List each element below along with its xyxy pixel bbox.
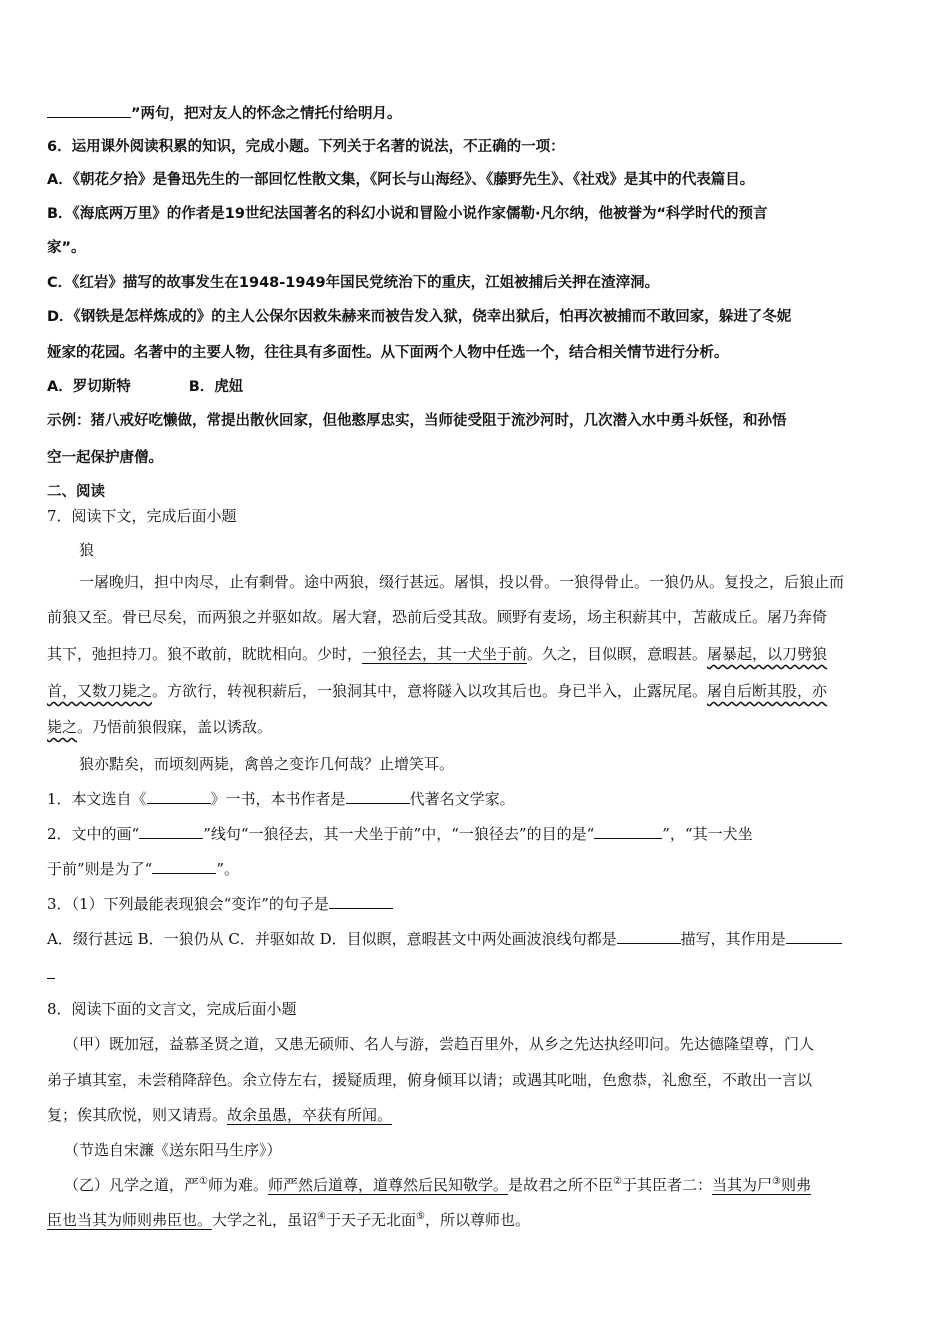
question-7-sub-1: 1．本文选自《 》一书，本书作者是 代著名文学家。 (47, 790, 515, 808)
wavy-underlined-sentence: 屠暴起，以刀劈狼 (707, 645, 828, 663)
question-6-option-a: A．《朝花夕拾》是鲁迅先生的一部回忆性散文集，《阿长与山海经》、《藤野先生》、《社戏》是其中的代表篇目。 (47, 172, 755, 188)
question-7-sub-3: 3．（1）下列最能表现狼会“变诈”的句子是 (47, 893, 906, 915)
answer-blank[interactable] (147, 788, 211, 804)
passage-line: 狼亦黠矣，而顷刻两毙，禽兽之变诈几何哉？止增笑耳。 (79, 755, 455, 773)
question-7-sub-3-blank-cont (47, 963, 906, 985)
example-answer-line2: 空一起保护唐僧。 (47, 450, 163, 466)
question-7-sub-3-options: A．缀行甚远 B．一狼仍从 C．并驱如故 D．目似瞑，意暇甚文中两处画波浪线句都是 描写，其作用是 (47, 928, 906, 950)
answer-blank[interactable] (139, 823, 203, 839)
answer-blank[interactable] (617, 928, 681, 944)
answer-blank[interactable] (47, 102, 131, 118)
footnote-marker: ⑤ (416, 1211, 425, 1222)
passage-jia-line: 复；俟其欣悦，则又请焉。故余虽愚，卒获有所闻。 (47, 1106, 393, 1124)
question-6-option-d-line1: D．《钢铁是怎样炼成的》的主人公保尔因救朱赫来而被告发入狱，侥幸出狱后，怕再次被捕而不敢回家，躲进了冬妮 (47, 309, 792, 325)
question-6-option-c: C．《红岩》描写的故事发生在1948-1949年国民党统治下的重庆，江姐被捕后关押在渣滓洞。 (47, 275, 660, 291)
footnote-marker: ③ (772, 1176, 781, 1187)
question-6-option-d-line2: 娅家的花园。名著中的主要人物，往往具有多面性。从下面两个人物中任选一个，结合相关情节进行分析。 (47, 345, 729, 361)
example-answer-line1: 示例：猪八戒好吃懒做，常提出散伙回家，但他憨厚忠实，当师徒受阻于流沙河时，几次潜入水中勇斗妖怪，和孙悟 (47, 413, 787, 429)
passage-yi-line: （乙）凡学之道，严①师为难。师严然后道尊，道尊然后民知敬学。是故君之所不臣②于其臣者二：当其为尸③则弗 (64, 1176, 812, 1194)
poem-line-ending: ”两句，把对友人的怀念之情托付给明月。 (47, 102, 906, 125)
character-option-b: B．虎妞 (188, 379, 244, 395)
footnote-marker: ① (199, 1176, 208, 1187)
passage-line: 其下，弛担持刀。狼不敢前，眈眈相向。少时，一狼径去，其一犬坐于前。久之，目似瞑，意暇甚。屠暴起，以刀劈狼 (47, 645, 828, 663)
question-6-stem: 6．运用课外阅读积累的知识，完成小题。下列关于名著的说法，不正确的一项： (47, 139, 565, 155)
question-7-sub-2-line1: 2．文中的画“ ”线句“一狼径去，其一犬坐于前”中，“一狼径去”的目的是“ ”，“其一犬坐 (47, 825, 753, 843)
passage-jia-source: （节选自宋濂《送东阳马生序》） (64, 1141, 282, 1159)
answer-blank[interactable] (594, 823, 662, 839)
wavy-underlined-sentence: 毙之 (47, 718, 78, 736)
answer-blank[interactable] (786, 928, 842, 944)
footnote-marker: ② (613, 1176, 622, 1187)
character-option-a: A．罗切斯特 (47, 379, 131, 395)
passage-line: 一屠晚归，担中肉尽，止有剩骨。途中两狼，缀行甚远。屠惧，投以骨。一狼得骨止。一狼仍从。复投之，后狼止而 (79, 573, 845, 591)
passage-yi-line: 臣也当其为师则弗臣也。大学之礼，虽诏④于天子无北面⑤，所以尊师也。 (47, 1211, 530, 1229)
underlined-sentence: 故余虽愚，卒获有所闻。 (227, 1106, 393, 1124)
passage-line: 首，又数刀毙之。方欲行，转视积薪后，一狼洞其中，意将隧入以攻其后也。身已半入，止露尻尾。屠自后断其股，亦 (47, 682, 828, 700)
wavy-underlined-sentence: 屠自后断其股，亦 (707, 682, 828, 700)
passage-jia-line: 弟子填其室，未尝稍降辞色。余立侍左右，援疑质理，俯身倾耳以请；或遇其叱咄，色愈恭，礼愈至，不敢出一言以 (47, 1071, 813, 1089)
underlined-sentence: 师严然后道尊，道尊然后民知敬学。 (268, 1176, 509, 1194)
answer-blank[interactable] (329, 893, 393, 909)
passage-line: 毙之。乃悟前狼假寐，盖以诱敌。 (47, 718, 273, 736)
answer-blank[interactable] (346, 788, 410, 804)
answer-blank[interactable] (152, 858, 216, 874)
question-6-option-b-line2: 家”。 (47, 240, 86, 256)
passage-jia-line: （甲）既加冠，益慕圣贤之道，又患无硕师、名人与游，尝趋百里外，从乡之先达执经叩问。先达德隆望尊，门人 (64, 1035, 815, 1053)
question-6-option-b-line1: B．《海底两万里》的作者是19世纪法国著名的科幻小说和冒险小说作家儒勒·凡尔纳，他被誉为“科学时代的预言 (47, 206, 768, 222)
answer-blank[interactable] (47, 963, 55, 979)
underlined-sentence: 当其为尸③则弗 (712, 1176, 812, 1194)
question-7-sub-2-line2: 于前”则是为了“ ”。 (47, 860, 240, 878)
underlined-sentence: 臣也当其为师则弗臣也。 (47, 1211, 213, 1229)
wavy-underlined-sentence: 首，又数刀毙之 (47, 682, 153, 700)
question-7-stem: 7．阅读下文，完成后面小题 (47, 507, 237, 525)
section-title-reading: 二、阅读 (47, 484, 105, 500)
underlined-sentence: 一狼径去，其一犬坐于前 (362, 645, 528, 663)
passage-title: 狼 (79, 541, 95, 559)
question-8-stem: 8．阅读下面的文言文，完成后面小题 (47, 1000, 297, 1018)
passage-line: 前狼又至。骨已尽矣，而两狼之并驱如故。屠大窘，恐前后受其敌。顾野有麦场，场主积薪其中，苫蔽成丘。屠乃奔倚 (47, 608, 828, 626)
question-6-character-options (47, 376, 906, 398)
footnote-marker: ④ (317, 1211, 326, 1222)
